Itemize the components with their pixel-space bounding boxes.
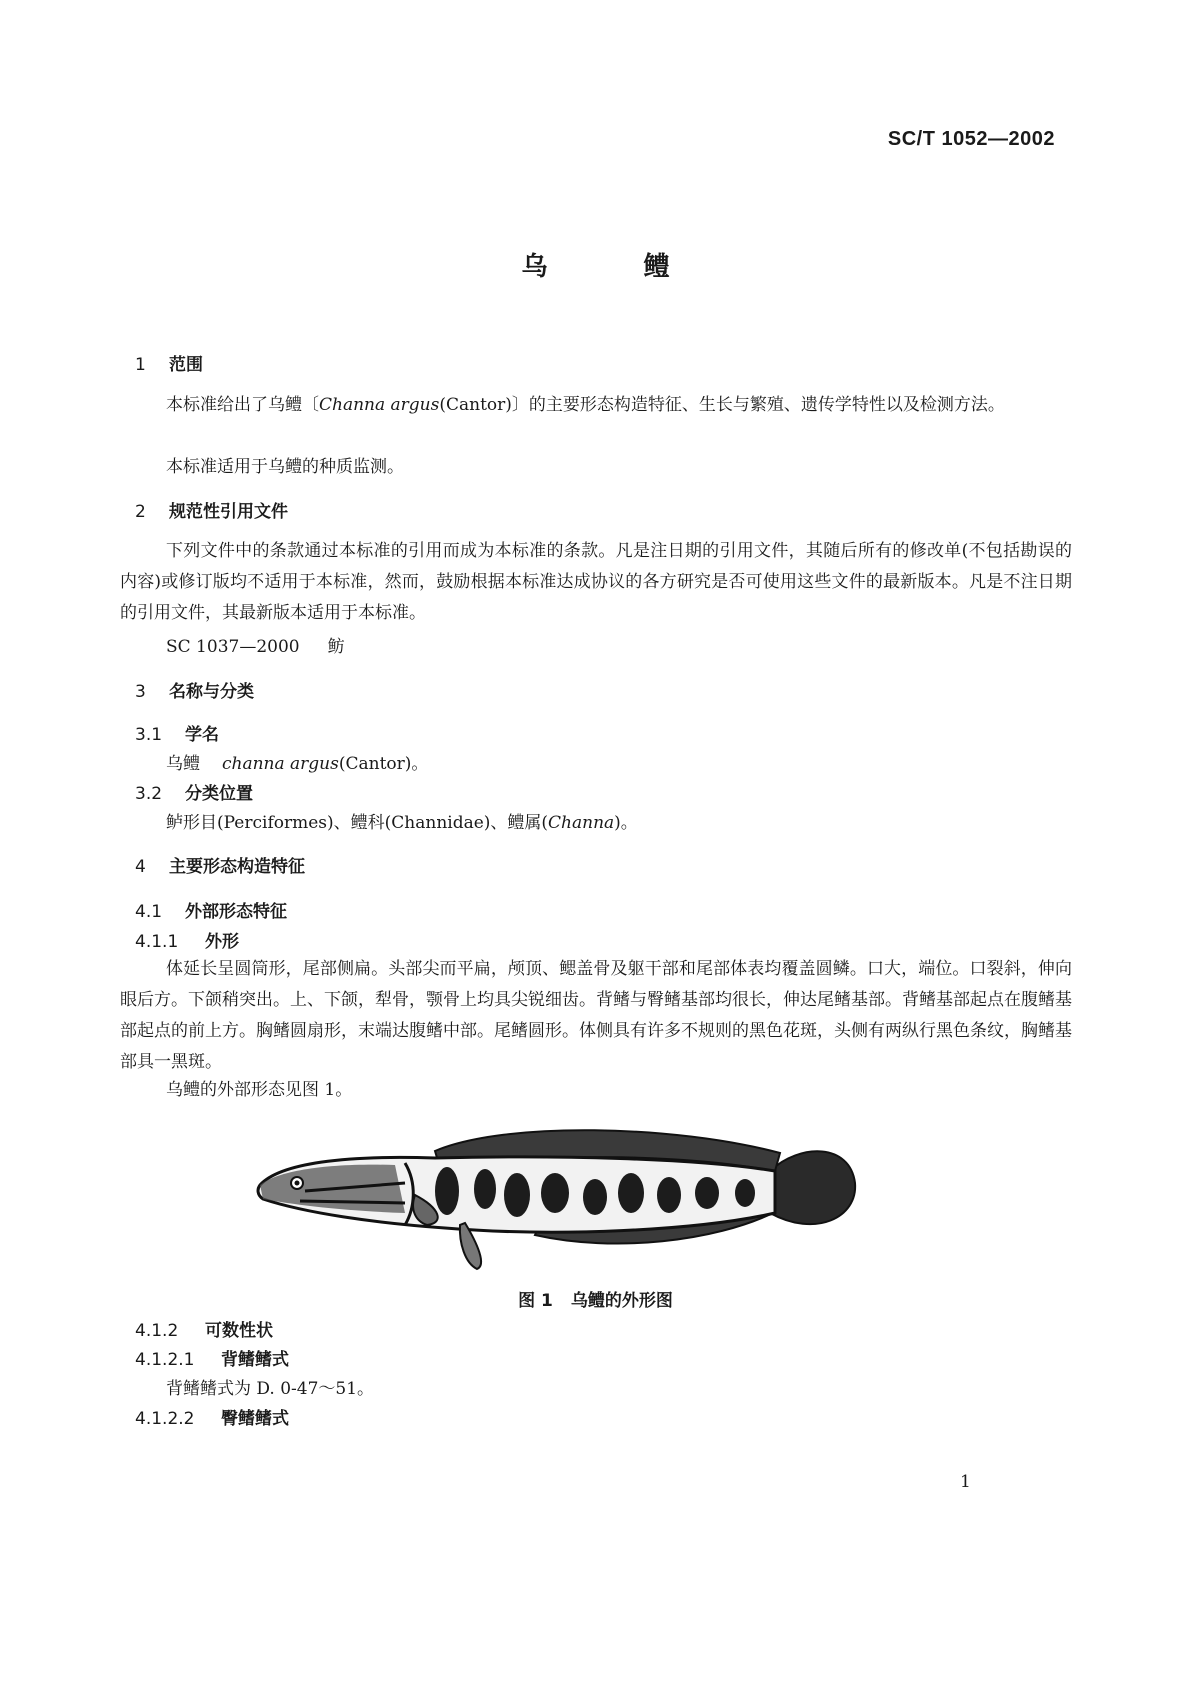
section-4-1-1-paragraph-2: 乌鳢的外部形态见图 1。 [166, 1080, 353, 1100]
section-1-paragraph-1: 本标准给出了乌鳢〔Channa argus(Cantor)〕的主要形态构造特征、生长与繁殖、遗传学特性以及检测方法。 [166, 395, 1005, 415]
section-2-paragraph-1: 下列文件中的条款通过本标准的引用而成为本标准的条款。凡是注日期的引用文件，其随后所有的修改单(不包括勘误的内容)或修订版均不适用于本标准，然而，鼓励根据本标准达成协议的各方研究是否可使用这些文件的最新版本。凡是不注日期的引用文件，其最新版本适用于本标准。 [120, 541, 1072, 623]
section-1-heading: 1 范围 [135, 355, 203, 375]
normative-reference: SC 1037—2000 鲂 [166, 637, 345, 657]
section-4-1-2-heading: 4.1.2 可数性状 [135, 1321, 273, 1341]
section-4-1-1-paragraph-1: 体延长呈圆筒形，尾部侧扁。头部尖而平扁，颅顶、鳃盖骨及躯干部和尾部体表均覆盖圆鳞。口大，端位。口裂斜，伸向眼后方。下颌稍突出。上、下颌，犁骨，颚骨上均具尖锐细齿。背鳍与臀鳍基部均很长，伸达尾鳍基部。背鳍基部起点在腹鳍基部起点的前上方。胸鳍圆扇形，末端达腹鳍中部。尾鳍圆形。体侧具有许多不规则的黑色花斑，头侧有两纵行黑色条纹，胸鳍基部具一黑斑。 [120, 959, 1072, 1072]
section-4-1-2-1-heading: 4.1.2.1 背鳍鳍式 [135, 1350, 289, 1370]
fish-drawing [258, 1130, 855, 1269]
section-3-2-heading: 3.2 分类位置 [135, 784, 253, 804]
section-2-heading: 2 规范性引用文件 [135, 502, 288, 522]
section-4-heading: 4 主要形态构造特征 [135, 857, 305, 877]
section-1-paragraph-2: 本标准适用于乌鳢的种质监测。 [166, 457, 404, 477]
standard-code: SC/T 1052—2002 [887, 128, 1055, 150]
title-char-1: 乌 [521, 252, 548, 282]
section-4-1-2-2-heading: 4.1.2.2 臀鳍鳍式 [135, 1409, 289, 1429]
title-char-2: 鳢 [643, 252, 670, 282]
figure-caption: 图 1 乌鳢的外形图 [518, 1291, 673, 1311]
page-number: 1 [960, 1472, 971, 1492]
scientific-name: 乌鳢 channa argus(Cantor)。 [166, 754, 429, 774]
section-3-heading: 3 名称与分类 [135, 682, 254, 702]
section-3-1-heading: 3.1 学名 [135, 725, 219, 745]
snakehead-fish-illustration [255, 1113, 875, 1288]
section-4-1-heading: 4.1 外部形态特征 [135, 902, 287, 922]
dorsal-fin-formula: 背鳍鳍式为 D. 0-47～51。 [166, 1379, 375, 1399]
document-title [0, 246, 1191, 283]
taxonomic-position: 鲈形目(Perciformes)、鳢科(Channidae)、鳢属(Channa)。 [166, 813, 638, 833]
section-4-1-1-heading: 4.1.1 外形 [135, 932, 239, 952]
